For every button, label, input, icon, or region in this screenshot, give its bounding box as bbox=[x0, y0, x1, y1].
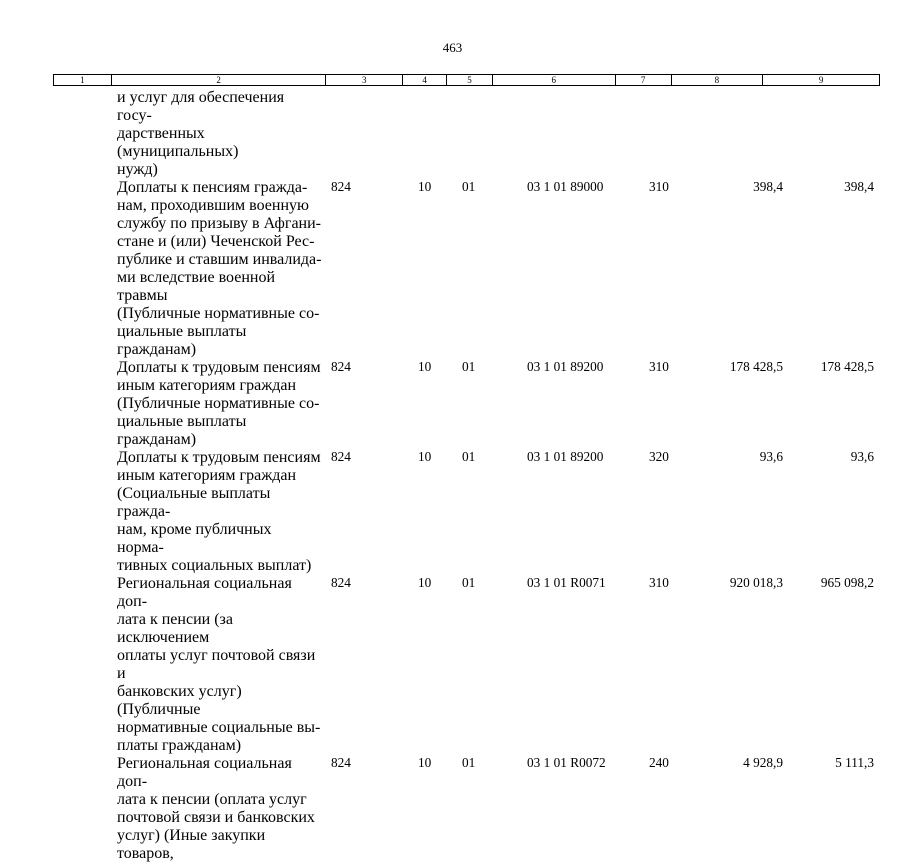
row-name: Региональная социальная доп- лата к пенсии (за исключением оплаты услуг почтовой связи и банковских услуг) (Публичные нормативные социальные вы- платы гражданам) bbox=[117, 575, 321, 754]
row-col-4: 10 bbox=[418, 359, 432, 374]
header-col-1: 1 bbox=[54, 75, 112, 85]
table-row bbox=[0, 449, 905, 575]
row-col-3: 824 bbox=[331, 755, 351, 770]
header-col-8: 8 bbox=[672, 75, 764, 85]
row-name: Доплаты к трудовым пенсиям иным категориям граждан (Социальные выплаты гражда- нам, кроме публичных норма- тивных социальных выплат) bbox=[117, 449, 321, 574]
header-col-2: 2 bbox=[112, 75, 326, 85]
header-col-6: 6 bbox=[493, 75, 616, 85]
row-col-7: 310 bbox=[649, 575, 669, 590]
header-col-7: 7 bbox=[616, 75, 672, 85]
row-col-4: 10 bbox=[418, 179, 432, 194]
table-row bbox=[0, 359, 905, 449]
row-col-6: 03 1 01 89200 bbox=[527, 359, 604, 374]
table-body bbox=[0, 89, 905, 863]
row-col-6: 03 1 01 89000 bbox=[527, 179, 604, 194]
row-col-7: 320 bbox=[649, 449, 669, 464]
row-col-9: 398,4 bbox=[844, 179, 874, 194]
row-col-8: 93,6 bbox=[759, 449, 783, 464]
row-name: и услуг для обеспечения госу- дарственных (муниципальных) нужд) bbox=[117, 89, 285, 178]
header-col-5: 5 bbox=[447, 75, 493, 85]
row-col-9: 965 098,2 bbox=[820, 575, 874, 590]
row-col-3: 824 bbox=[331, 449, 351, 464]
row-col-6: 03 1 01 R0071 bbox=[527, 575, 606, 590]
row-col-3: 824 bbox=[331, 179, 351, 194]
header-col-9: 9 bbox=[818, 75, 824, 85]
row-col-8: 398,4 bbox=[753, 179, 783, 194]
header-col-4: 4 bbox=[403, 75, 447, 85]
row-col-9: 178 428,5 bbox=[820, 359, 874, 374]
row-col-4: 10 bbox=[418, 755, 432, 770]
row-col-7: 310 bbox=[649, 179, 669, 194]
table-row bbox=[0, 179, 905, 359]
page-number: 463 bbox=[442, 40, 463, 55]
table-row bbox=[0, 575, 905, 755]
row-col-8: 4 928,9 bbox=[743, 755, 783, 770]
header-col-3: 3 bbox=[326, 75, 403, 85]
row-col-8: 920 018,3 bbox=[729, 575, 783, 590]
row-col-4: 10 bbox=[418, 575, 432, 590]
row-name: Региональная социальная доп- лата к пенсии (оплата услуг почтовой связи и банковских услуг) (Иные закупки товаров, bbox=[117, 755, 315, 862]
row-col-5: 01 bbox=[462, 359, 476, 374]
row-col-3: 824 bbox=[331, 575, 351, 590]
row-col-7: 240 bbox=[649, 755, 669, 770]
row-name: Доплаты к трудовым пенсиям иным категориям граждан (Публичные нормативные со- циальные выплаты гражданам) bbox=[117, 359, 321, 448]
row-col-7: 310 bbox=[649, 359, 669, 374]
row-col-5: 01 bbox=[462, 575, 476, 590]
row-col-3: 824 bbox=[331, 359, 351, 374]
row-col-6: 03 1 01 89200 bbox=[527, 449, 604, 464]
row-col-9: 93,6 bbox=[850, 449, 874, 464]
row-col-9: 5 111,3 bbox=[835, 755, 874, 770]
row-name: Доплаты к пенсиям гражда- нам, проходившим военную службу по призыву в Афгани- стане и (или) Чеченской Рес- публике и ставшим инвалида- ми вследствие военной травмы (Публичные нормативные со- циальные выплаты гражданам) bbox=[117, 179, 322, 358]
table-row bbox=[0, 755, 905, 863]
row-col-5: 01 bbox=[462, 179, 476, 194]
row-col-5: 01 bbox=[462, 755, 476, 770]
row-col-5: 01 bbox=[462, 449, 476, 464]
row-col-8: 178 428,5 bbox=[729, 359, 783, 374]
table-row-continuation bbox=[0, 89, 905, 179]
row-col-4: 10 bbox=[418, 449, 432, 464]
table-header-row bbox=[53, 74, 880, 86]
row-col-6: 03 1 01 R0072 bbox=[527, 755, 606, 770]
